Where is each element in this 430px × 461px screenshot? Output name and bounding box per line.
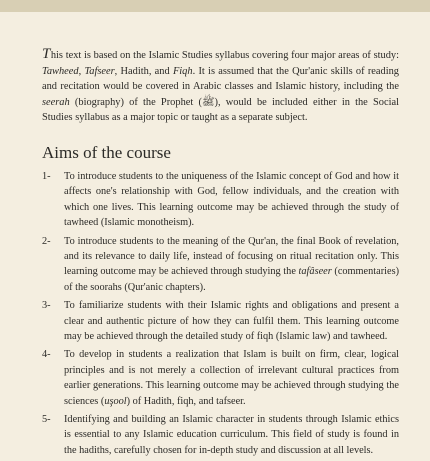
aim-number: 4- xyxy=(42,349,51,361)
aims-list xyxy=(42,169,399,458)
list-item xyxy=(42,412,399,458)
aim-text: To introduce students to the uniqueness of the Islamic concept of God and how it affects one's relationship with God, fellow individuals, and the creation with which one lives. This learning outcome may be achieved through the study of tawheed (Islamic monotheism). xyxy=(64,170,399,229)
section-heading: Aims of the course xyxy=(42,142,171,162)
list-item xyxy=(42,169,399,231)
aim-number: 1- xyxy=(42,170,51,182)
aim-number: 5- xyxy=(42,414,51,426)
aim-number: 2- xyxy=(42,235,51,247)
intro-dropcap: T xyxy=(42,46,51,62)
list-item: 2- To introduce students to the meaning of the Qur'an, the final Book of revelation, and its relevance to daily life, instead of focusing on ritual recitation only. This learning outcome may be achieved through studying the tafâseer (commentaries) of the soorahs (Qur'anic chapters). xyxy=(42,235,400,293)
term-usool: uşool xyxy=(104,395,127,407)
term-seerah: seerah xyxy=(42,96,70,108)
term-fiqh: Fiqh xyxy=(172,65,193,77)
aim-number: 3- xyxy=(42,300,51,312)
term-tafaseer: tafâseer xyxy=(298,266,332,278)
page-top-band xyxy=(0,0,430,12)
list-item: 4- To develop in students a realization that Islam is built on firm, clear, logical principles and is not merely a collection of irrelevant cultural practices from earlier generations. This learning outcome may be achieved through studying the sciences (uşool) of Hadith, fiqh, and tafseer. xyxy=(42,349,399,407)
term-tawheed: Tawheed xyxy=(42,65,79,77)
aim-text: Identifying and building an Islamic character in students through Islamic ethics is essential to any Islamic education curriculum. This field of study is found in the hadiths, carefully chosen for in-depth study and discussion at all levels. xyxy=(64,414,399,456)
intro-paragraph: This text is based on the Islamic Studies syllabus covering four major areas of study: Tawheed, Tafseer, Hadith, and Fiqh. It is assumed that the Qur'anic skills of reading and recitation would be covered in Arabic classes and Islamic history, including the seerah (biography) of the Prophet (ﷺ), would be included either in the Social Studies syllabus as a major topic or taught as a separate subject. xyxy=(42,46,399,124)
list-item xyxy=(42,298,399,344)
aim-text: To familiarize students with their Islamic rights and obligations and present a clear and authentic picture of how they can fulfil them. This learning outcome may be achieved through the detailed study of fiqh (Islamic law) and tawheed. xyxy=(64,300,399,343)
page-content xyxy=(42,48,399,461)
term-tafseer: Tafseer xyxy=(84,65,115,77)
